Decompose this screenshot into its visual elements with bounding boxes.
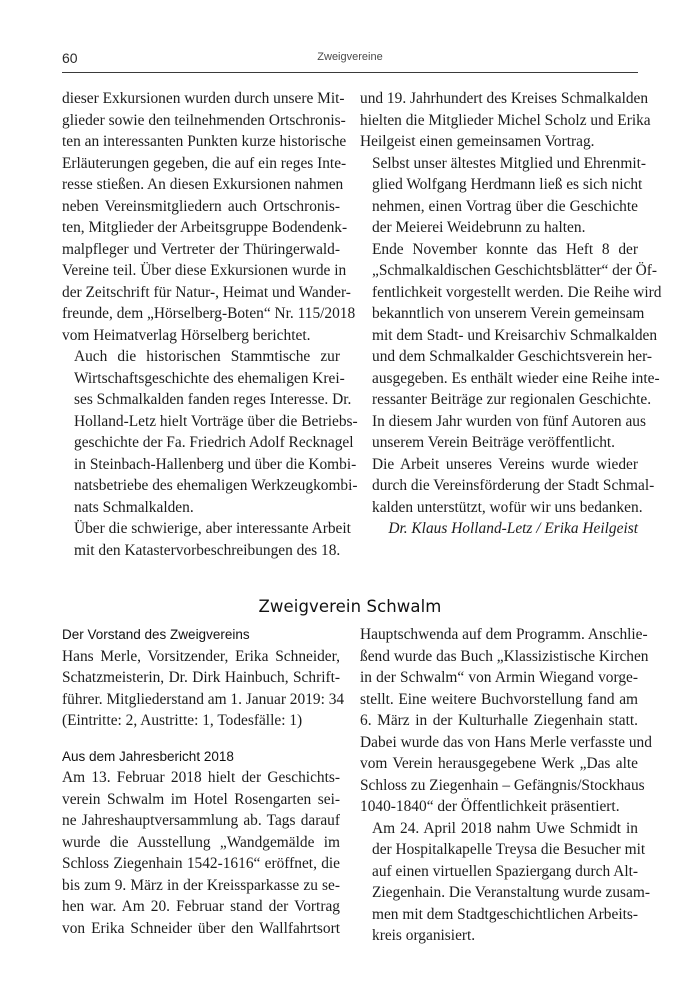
text-line: vom Heimatverlag Hörselberg berichtet. — [62, 326, 311, 344]
text-line: Erläuterungen gegeben, die auf ein reges Inte- — [62, 154, 347, 172]
text-line: nats Schmalkalden. — [74, 498, 194, 516]
text-line: malpfleger und Vertreter der Thüringerwald- — [62, 240, 340, 258]
board-heading: Der Vorstand des Zweigvereins — [62, 627, 250, 642]
text-line: glied Wolfgang Herdmann ließ es sich nicht — [372, 176, 643, 193]
text-line: ten an interessanten Punkten kurze historische — [62, 133, 347, 150]
text-line: mit den Katastervorbeschreibungen des 18. — [74, 541, 341, 559]
top-left-column — [62, 88, 358, 561]
text-line: in Steinbach-Hallenberg und über die Kombi- — [74, 455, 357, 473]
text-line: in der Schwalm“ von Armin Wiegand vorge- — [360, 669, 638, 686]
text-line: unserem Verein Beiträge veröffentlicht. — [372, 434, 616, 451]
running-head: Zweigvereine — [317, 51, 383, 63]
text-line: Wirtschaftsgeschichte des ehemaligen Krei- — [74, 369, 345, 387]
text-line: hen war. Am 20. Februar stand der Vortrag — [62, 898, 340, 915]
paragraph — [62, 88, 356, 346]
text-line: der Hospitalkapelle Treysa die Besucher mit — [372, 841, 646, 858]
bottom-left-column — [62, 624, 345, 939]
text-line: Dabei wurde das von Hans Merle verfasste und — [360, 733, 652, 751]
text-line: freunde, dem „Hörselberg-Boten“ Nr. 115/2018 — [62, 305, 356, 322]
text-line: Schatzmeisterin, Dr. Dirk Hainbuch, Schrift- — [62, 669, 340, 686]
text-line: bekanntlich von unserem Verein gemeinsam — [372, 305, 645, 322]
text-line: der Zeitschrift für Natur-, Heimat und Wander- — [62, 283, 351, 301]
text-line: Ziegenhain. Die Veranstaltung wurde zusam- — [372, 884, 650, 901]
text-line: Die Arbeit unseres Vereins wurde wieder — [372, 455, 638, 473]
text-line: von Erika Schneider über den Wallfahrtsort — [62, 919, 340, 937]
section-title: Zweigverein Schwalm — [258, 596, 442, 616]
page-number: 60 — [62, 50, 78, 66]
text-line: resse stießen. An diesen Exkursionen nahmen — [62, 176, 344, 193]
text-line: In diesem Jahr wurden von fünf Autoren aus — [372, 412, 646, 430]
text-line: mit dem Stadt- und Kreisarchiv Schmalkalden — [372, 326, 658, 344]
text-line: Schloss zu Ziegenhain – Gefängnis/Stockhaus — [360, 776, 645, 794]
text-line: Auch die historischen Stammtische zur — [74, 348, 340, 365]
text-line: nehmen, einen Vortrag über die Geschichte — [372, 197, 638, 215]
report-heading: Aus dem Jahresbericht 2018 — [62, 748, 234, 764]
text-line: geschichte der Fa. Friedrich Adolf Recknagel — [74, 434, 354, 451]
text-line: dieser Exkursionen wurden durch unsere Mit- — [62, 90, 345, 107]
text-line: verein Schwalm im Hotel Rosengarten sei- — [62, 790, 340, 808]
text-line: bis zum 9. März in der Kreissparkasse zu se- — [62, 876, 340, 894]
text-line: der Meierei Weidebrunn zu halten. — [372, 219, 586, 236]
text-line: und 19. Jahrhundert des Kreises Schmalkalden — [360, 90, 649, 107]
text-line: kreis organisiert. — [372, 927, 476, 944]
author-signature: Dr. Klaus Holland-Letz / Erika Heilgeist — [388, 520, 638, 537]
text-line: ses Schmalkalden fanden reges Interesse. Dr. — [74, 391, 352, 408]
text-line: fentlichkeit vorgestellt werden. Die Reihe wird — [372, 283, 662, 301]
text-line: Selbst unser ältestes Mitglied und Ehrenmit- — [372, 154, 646, 172]
text-line: men mit dem Stadtgeschichtlichen Arbeits- — [372, 905, 638, 923]
text-line: Schloss Ziegenhain 1542-1616“ eröffnet, die — [62, 855, 340, 872]
report-paragraph — [62, 767, 340, 939]
text-line: vom Verein herausgegebene Werk „Das alte — [360, 755, 638, 772]
text-line: Holland-Letz hielt Vorträge über die Betriebs- — [74, 412, 358, 430]
paragraph — [360, 153, 646, 239]
page-header — [62, 50, 638, 73]
text-line: glieder sowie den teilnehmenden Ortschronis- — [62, 111, 346, 129]
text-line: durch die Vereinsförderung der Stadt Schmal- — [372, 477, 655, 494]
text-line: „Schmalkaldischen Geschichtsblätter“ der Öf- — [372, 262, 658, 279]
board-paragraph — [62, 646, 345, 732]
text-line: ressanter Beiträge zur regionalen Geschichte. — [372, 391, 652, 408]
text-line: auf einen virtuellen Spaziergang durch Alt- — [372, 862, 638, 880]
text-line: ausgegeben. Es enthält wieder eine Reihe inte- — [372, 369, 660, 387]
text-line: Vereine teil. Über diese Exkursionen wurde in — [62, 262, 347, 279]
paragraph — [360, 88, 651, 153]
paragraph — [360, 454, 655, 519]
text-line: ten, Mitglieder der Arbeitsgruppe Bodendenk- — [62, 219, 348, 236]
text-line: ßend wurde das Buch „Klassizistische Kirchen — [360, 647, 649, 665]
text-line: 6. März in der Kulturhalle Ziegenhain statt. — [360, 712, 638, 729]
text-line: stellt. Eine weitere Buchvorstellung fand am — [360, 690, 638, 708]
text-line: (Eintritte: 2, Austritte: 1, Todesfälle: 1) — [62, 712, 303, 729]
text-line: Am 13. Februar 2018 hielt der Geschichts- — [62, 769, 340, 786]
text-line: Heilgeist einen gemeinsamen Vortrag. — [360, 133, 595, 150]
text-line: Ende November konnte das Heft 8 der — [372, 240, 638, 258]
text-line: wurde die Ausstellung „Wandgemälde im — [62, 833, 340, 851]
text-line: führer. Mitgliederstand am 1. Januar 2019: 34 — [62, 690, 345, 708]
text-line: und dem Schmalkalder Geschichtsverein her- — [372, 348, 653, 365]
text-line: kalden unterstützt, wofür wir uns bedanken. — [372, 498, 643, 516]
top-right-column — [360, 88, 662, 540]
text-line: Hauptschwenda auf dem Programm. Anschlie- — [360, 626, 648, 643]
text-line: hielten die Mitglieder Michel Scholz und Erika — [360, 111, 651, 129]
spacer — [62, 732, 340, 746]
report-paragraph-continued — [360, 624, 652, 818]
paragraph — [62, 518, 351, 561]
text-line: Am 24. April 2018 nahm Uwe Schmidt in — [372, 819, 638, 837]
text-line: Hans Merle, Vorsitzender, Erika Schneider, — [62, 647, 340, 665]
bottom-right-column — [360, 624, 652, 947]
text-line: neben Vereinsmitgliedern auch Ortschronis- — [62, 197, 340, 215]
paragraph — [360, 239, 662, 454]
text-line: 1040-1840“ der Öffentlichkeit präsentiert. — [360, 798, 620, 815]
text-line: Über die schwierige, aber interessante Arbeit — [74, 520, 351, 537]
report-paragraph — [360, 818, 650, 947]
paragraph — [62, 346, 358, 518]
text-line: ne Jahreshauptversammlung ab. Tags darauf — [62, 812, 340, 829]
text-line: natsbetriebe des ehemaligen Werkzeugkombi- — [74, 477, 358, 494]
